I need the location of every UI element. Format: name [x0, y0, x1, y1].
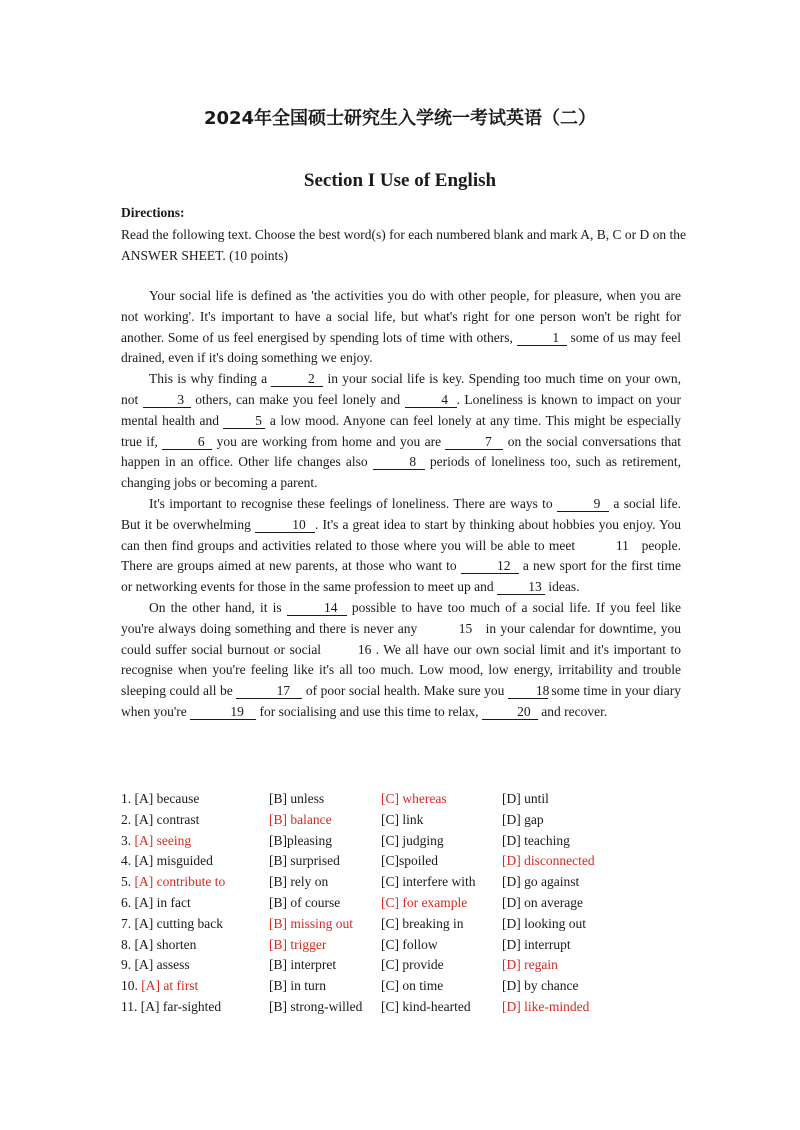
blank-8: 8 — [373, 454, 425, 470]
directions-heading: Directions: — [121, 205, 185, 220]
passage-text: On the other hand, it is — [149, 599, 287, 615]
passage-text: a new sport for the first time or networking events for those in the same profession to meet up and — [121, 558, 681, 595]
option-d[interactable]: [D] looking out — [502, 915, 586, 931]
passage-text: in your calendar for downtime, you could suffer social burnout or social — [121, 620, 681, 657]
passage-paragraph-4 — [121, 598, 681, 723]
option-a[interactable]: [A] far-sighted — [140, 998, 222, 1014]
passage-text: periods of loneliness too, such as retirement, changing jobs or becoming a parent. — [121, 454, 681, 491]
option-c[interactable]: [C] breaking in — [381, 915, 464, 931]
option-d[interactable]: [D] interrupt — [502, 936, 571, 952]
question-number: 4. — [121, 853, 135, 869]
question-8-options — [121, 935, 721, 956]
passage-text: of poor social health. Make sure you — [302, 683, 508, 699]
option-a[interactable]: [A] in fact — [134, 894, 191, 910]
passage-text: ideas. — [545, 579, 580, 595]
option-a[interactable]: [A] because — [134, 791, 200, 806]
blank-18: 18 — [508, 683, 548, 699]
option-b[interactable]: [B]pleasing — [269, 832, 332, 848]
option-c[interactable]: [C] link — [381, 811, 424, 827]
question-5-options — [121, 872, 721, 893]
directions-text: Read the following text. Choose the best word(s) for each numbered blank and mark A, B, C or D on the ANSWER SHEET. (10 points) — [121, 227, 686, 263]
blank-14: 14 — [287, 600, 347, 616]
option-b[interactable]: [B] interpret — [269, 957, 337, 973]
option-b[interactable]: [B] of course — [269, 894, 341, 910]
question-number: 11. — [121, 998, 141, 1014]
option-d[interactable]: [D] regain — [502, 957, 558, 973]
blank-11: 11 — [615, 537, 629, 553]
option-d[interactable]: [D] until — [502, 791, 549, 806]
blank-2: 2 — [271, 371, 323, 387]
question-2-options — [121, 810, 721, 831]
option-c[interactable]: [C] on time — [381, 978, 444, 994]
blank-3: 3 — [143, 392, 191, 408]
passage-text: for socialising and use this time to relax, — [256, 703, 482, 719]
option-c[interactable]: [C] kind-hearted — [381, 998, 471, 1014]
option-b[interactable]: [B] balance — [269, 811, 332, 827]
passage-text: a social life. But it be overwhelming — [121, 495, 681, 532]
blank-10: 10 — [255, 517, 315, 533]
option-b[interactable]: [B] surprised — [269, 853, 340, 869]
cloze-passage — [121, 286, 681, 723]
question-number: 1. — [121, 791, 135, 806]
option-c[interactable]: [C] for example — [381, 894, 468, 910]
blank-6: 6 — [162, 434, 212, 450]
passage-text: and recover. — [537, 703, 608, 719]
option-a[interactable]: [A] misguided — [134, 853, 213, 869]
blank-17: 17 — [236, 683, 302, 699]
passage-paragraph-1 — [121, 286, 681, 369]
blank-15: 15 — [458, 620, 473, 636]
blank-9: 9 — [557, 496, 609, 512]
blank-7: 7 — [445, 434, 503, 450]
passage-text: . Loneliness is known to impact on your mental health and — [121, 391, 681, 428]
question-number: 7. — [121, 915, 135, 931]
passage-text: people. There are groups aimed at new parents, at those who want to — [121, 537, 681, 574]
answer-options-list — [121, 789, 721, 1018]
question-number: 2. — [121, 811, 135, 827]
option-d[interactable]: [D] go against — [502, 874, 580, 890]
option-d[interactable]: [D] by chance — [502, 978, 579, 994]
question-9-options — [121, 955, 721, 976]
passage-paragraph-2 — [121, 369, 681, 494]
option-d[interactable]: [D] gap — [502, 811, 544, 827]
passage-text: some of us may feel drained, even if it's doing something we enjoy. — [121, 329, 682, 366]
passage-text: on the social conversations that happen in an office. Other life changes also — [121, 433, 681, 470]
blank-12: 12 — [461, 558, 519, 574]
question-7-options — [121, 914, 721, 935]
question-number: 9. — [121, 957, 135, 973]
section-title: Section I Use of English — [303, 170, 497, 191]
option-b[interactable]: [B] missing out — [269, 915, 354, 931]
blank-4: 4 — [405, 392, 457, 408]
option-b[interactable]: [B] unless — [269, 791, 325, 806]
option-a[interactable]: [A] shorten — [134, 936, 197, 952]
option-b[interactable]: [B] trigger — [269, 936, 327, 952]
question-6-options — [121, 893, 721, 914]
blank-19: 19 — [190, 704, 256, 720]
option-b[interactable]: [B] rely on — [269, 874, 329, 890]
blank-16: 16 — [357, 641, 372, 657]
blank-13: 13 — [497, 579, 545, 595]
question-3-options — [121, 831, 721, 852]
passage-text: a low mood. Anyone can feel lonely at any time. This might be especially true if, — [121, 412, 682, 449]
passage-text: others, can make you feel lonely and — [190, 391, 405, 407]
passage-text: possible to have too much of a social life. If you feel like you're always doing something and there is never any — [121, 599, 681, 636]
option-a[interactable]: [A] seeing — [134, 832, 192, 848]
option-a[interactable]: [A] assess — [134, 957, 190, 973]
passage-text: It's important to recognise these feelings of loneliness. There are ways to — [149, 495, 558, 511]
question-number: 8. — [121, 936, 135, 952]
question-number: 5. — [121, 874, 135, 890]
passage-paragraph-3 — [121, 494, 681, 598]
passage-text: in your social life is key. Spending too much time on your own, not — [121, 371, 682, 407]
blank-20: 20 — [482, 704, 538, 720]
passage-text: . It's a great idea to start by thinking about hobbies you enjoy. You can then find groups and activities related to those where you will be able to meet — [121, 516, 681, 553]
passage-text: you are working from home and you are — [212, 433, 446, 449]
option-d[interactable]: [D] teaching — [502, 832, 570, 848]
passage-text: Your social life is defined as 'the activities you do with other people, for pleasure, when you are not working'. It's important to have a social life, but what's right for one person won't be right for another. Some of us feel energised by spending lots of time with others, — [121, 288, 681, 345]
option-a[interactable]: [A] at first — [141, 978, 199, 994]
document-title: 2024年全国硕士研究生入学统一考试英语（二） — [203, 108, 597, 129]
blank-5: 5 — [223, 413, 265, 429]
question-1-options — [121, 789, 721, 810]
question-4-options — [121, 851, 721, 872]
option-a[interactable]: [A] cutting back — [134, 915, 223, 931]
passage-text: some time in your diary when you're — [121, 683, 681, 719]
option-c[interactable]: [C] follow — [381, 936, 438, 952]
question-number: 6. — [121, 894, 135, 910]
option-c[interactable]: [C]spoiled — [381, 853, 438, 869]
option-b[interactable]: [B] strong-willed — [269, 998, 363, 1014]
passage-text: This is why finding a — [149, 371, 272, 387]
question-11-options — [121, 997, 721, 1018]
option-c[interactable]: [C] provide — [381, 957, 444, 973]
passage-text: . We all have our own social limit and it's important to recognise when you're feeling like it's all too much. Low mood, low energy, irritability and trouble sleeping could all be — [121, 641, 682, 699]
option-a[interactable]: [A] contrast — [134, 811, 200, 827]
option-c[interactable]: [C] interfere with — [381, 874, 476, 890]
question-10-options — [121, 976, 721, 997]
question-number: 3. — [121, 832, 135, 848]
option-d[interactable]: [D] like-minded — [502, 998, 590, 1014]
question-number: 10. — [121, 978, 142, 994]
option-d[interactable]: [D] on average — [502, 894, 583, 910]
option-a[interactable]: [A] contribute to — [134, 874, 226, 890]
option-c[interactable]: [C] judging — [381, 832, 444, 848]
option-b[interactable]: [B] in turn — [269, 978, 326, 994]
option-d[interactable]: [D] disconnected — [502, 853, 595, 869]
option-c[interactable]: [C] whereas — [381, 791, 447, 806]
blank-1: 1 — [517, 330, 567, 346]
